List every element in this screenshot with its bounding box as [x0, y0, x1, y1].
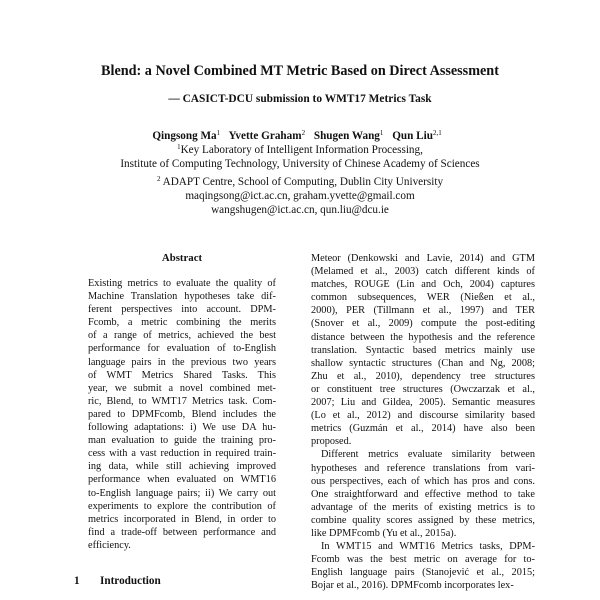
body-paragraph — [311, 252, 535, 448]
author-affiliation-mark: 1 — [216, 129, 221, 137]
left-column — [88, 252, 276, 552]
text-line: efficiency. — [88, 539, 131, 551]
email-text: wangshugen@ict.ac.cn, qun.liu@dcu.ie — [211, 204, 389, 217]
text-line: matches, ROUGE (Lin and Och, 2004) captures — [311, 279, 535, 291]
author-name: Yvette Graham — [228, 130, 302, 142]
text-line: ing data, while still achieving improved — [88, 461, 276, 473]
abstract-heading: Abstract — [161, 252, 203, 264]
affiliation-line — [0, 157, 600, 171]
text-line: ous perspectives, each of which has pros and cons. — [311, 475, 535, 487]
text-line: ferent perspectives into account. DPM- — [88, 304, 276, 316]
paper-subtitle: — CASICT-DCU submission to WMT17 Metrics Task — [168, 93, 432, 105]
text-line: Meteor (Denkowski and Lavie, 2014) and GTM — [311, 253, 535, 264]
paper-title: Blend: a Novel Combined MT Metric Based on Direct Assessment — [101, 63, 499, 79]
text-line: Fcomb was the best metric on average for to- — [311, 554, 535, 566]
text-line: year, we submit a novel combined met- — [88, 382, 276, 394]
text-line: proposed. — [311, 436, 352, 448]
text-line: Different metrics evaluate similarity between — [321, 449, 535, 461]
text-line: language pairs in the previous two years — [88, 356, 276, 368]
author-affiliation-mark: 1 — [379, 129, 384, 137]
text-line: find a trade-off between performance and — [88, 526, 276, 538]
text-line: Existing metrics to evaluate the quality of — [88, 278, 276, 289]
email-text: maqingsong@ict.ac.cn, graham.yvette@gmail.com — [185, 189, 415, 202]
body-paragraph — [311, 448, 535, 540]
author-name: Shugen Wang — [313, 130, 380, 142]
text-line: performance for evaluation of to-English — [88, 343, 276, 355]
affiliation-mark: 1 — [177, 143, 181, 151]
affiliation-line — [0, 172, 600, 189]
text-line: shallow syntactic structures (Chan and Ng, 2008; — [311, 357, 535, 369]
text-line: advantage of the merits of existing metrics is to — [311, 501, 535, 513]
text-line: translation. Syntactic based metrics mainly use — [311, 344, 535, 356]
text-line: cess with a vast reduction in required train- — [88, 448, 276, 460]
text-line: or constituent tree structures (Owczarzak et al., — [311, 383, 535, 395]
text-line: hypotheses and reference translations from vari- — [311, 462, 535, 474]
text-line: experiments to explore the contribution of — [88, 500, 276, 512]
text-line: metrics incorporated in Blend, in order to — [88, 513, 276, 525]
text-line: One straightforward and effective method to take — [311, 488, 535, 500]
author-name: Qingsong Ma — [152, 130, 217, 142]
affiliation-text: Institute of Computing Technology, University of Chinese Academy of Sciences — [120, 158, 480, 171]
text-line: English language pairs (Stanojević et al., 2015; — [311, 567, 535, 579]
affiliation-text: Key Laboratory of Intelligent Information Processing, — [180, 144, 423, 156]
affiliation-text: ADAPT Centre, School of Computing, Dublin City University — [160, 175, 444, 188]
abstract-body — [88, 277, 276, 552]
text-line: Fcomb, a metric combining the merits — [88, 317, 276, 329]
section-title: Introduction — [100, 575, 161, 587]
text-line: (Melamed et al., 2003) catch different kinds of — [311, 266, 535, 278]
affiliation-mark: 2 — [156, 174, 161, 183]
text-line: combine quality scores assigned by these metrics, — [311, 514, 535, 526]
text-line: distance between the hypothesis and the reference — [311, 331, 535, 343]
text-line: Bojar et al., 2016). DPMFcomb incorporates lex- — [311, 580, 514, 592]
text-line: of a range of metrics, achieved the best — [88, 330, 276, 342]
author-affiliation-mark: 2,1 — [432, 129, 442, 137]
email-line — [0, 189, 600, 203]
text-line: Zhu et al., 2010), dependency tree structures — [311, 370, 535, 382]
text-line: common subsequences, WER (Nießen et al., — [311, 292, 535, 304]
text-line: performance when evaluated on WMT16 — [88, 474, 276, 486]
text-line: (Snover et al., 2009) compute the post-editing — [311, 318, 535, 330]
text-line: of WMT Metrics Shared Tasks. This — [88, 369, 276, 381]
author-name: Qun Liu — [392, 130, 433, 142]
author-affiliation-mark: 2 — [301, 129, 306, 137]
text-line: 2000), PER (Tillmann et al., 1997) and TER — [311, 305, 535, 317]
text-line: man evaluation to guide the training pro- — [88, 435, 276, 447]
right-column — [311, 252, 535, 592]
section-heading-introduction — [74, 575, 161, 588]
text-line: metrics (Guzmán et al., 2014) have also been — [311, 423, 535, 435]
email-line — [0, 203, 600, 217]
text-line: to-English language pairs; ii) We carry out — [88, 487, 276, 499]
section-number: 1 — [74, 575, 80, 587]
body-paragraph — [311, 540, 535, 592]
text-line: ric, Blend, to WMT17 Metrics task. Com- — [88, 395, 276, 407]
text-line: like DPMFcomb (Yu et al., 2015a). — [311, 527, 457, 539]
text-line: 2007; Liu and Gildea, 2005). Semantic measures — [311, 397, 535, 409]
text-line: following adaptations: i) We use DA hu- — [88, 422, 276, 434]
text-line: (Lo et al., 2012) and discourse similarity based — [311, 410, 535, 422]
text-line: In WMT15 and WMT16 Metrics tasks, DPM- — [321, 541, 535, 553]
text-line: Machine Translation hypotheses take dif- — [88, 291, 276, 303]
text-line: pared to DPMFcomb, Blend includes the — [88, 408, 276, 420]
affiliations — [0, 140, 600, 217]
affiliation-line — [0, 140, 600, 157]
